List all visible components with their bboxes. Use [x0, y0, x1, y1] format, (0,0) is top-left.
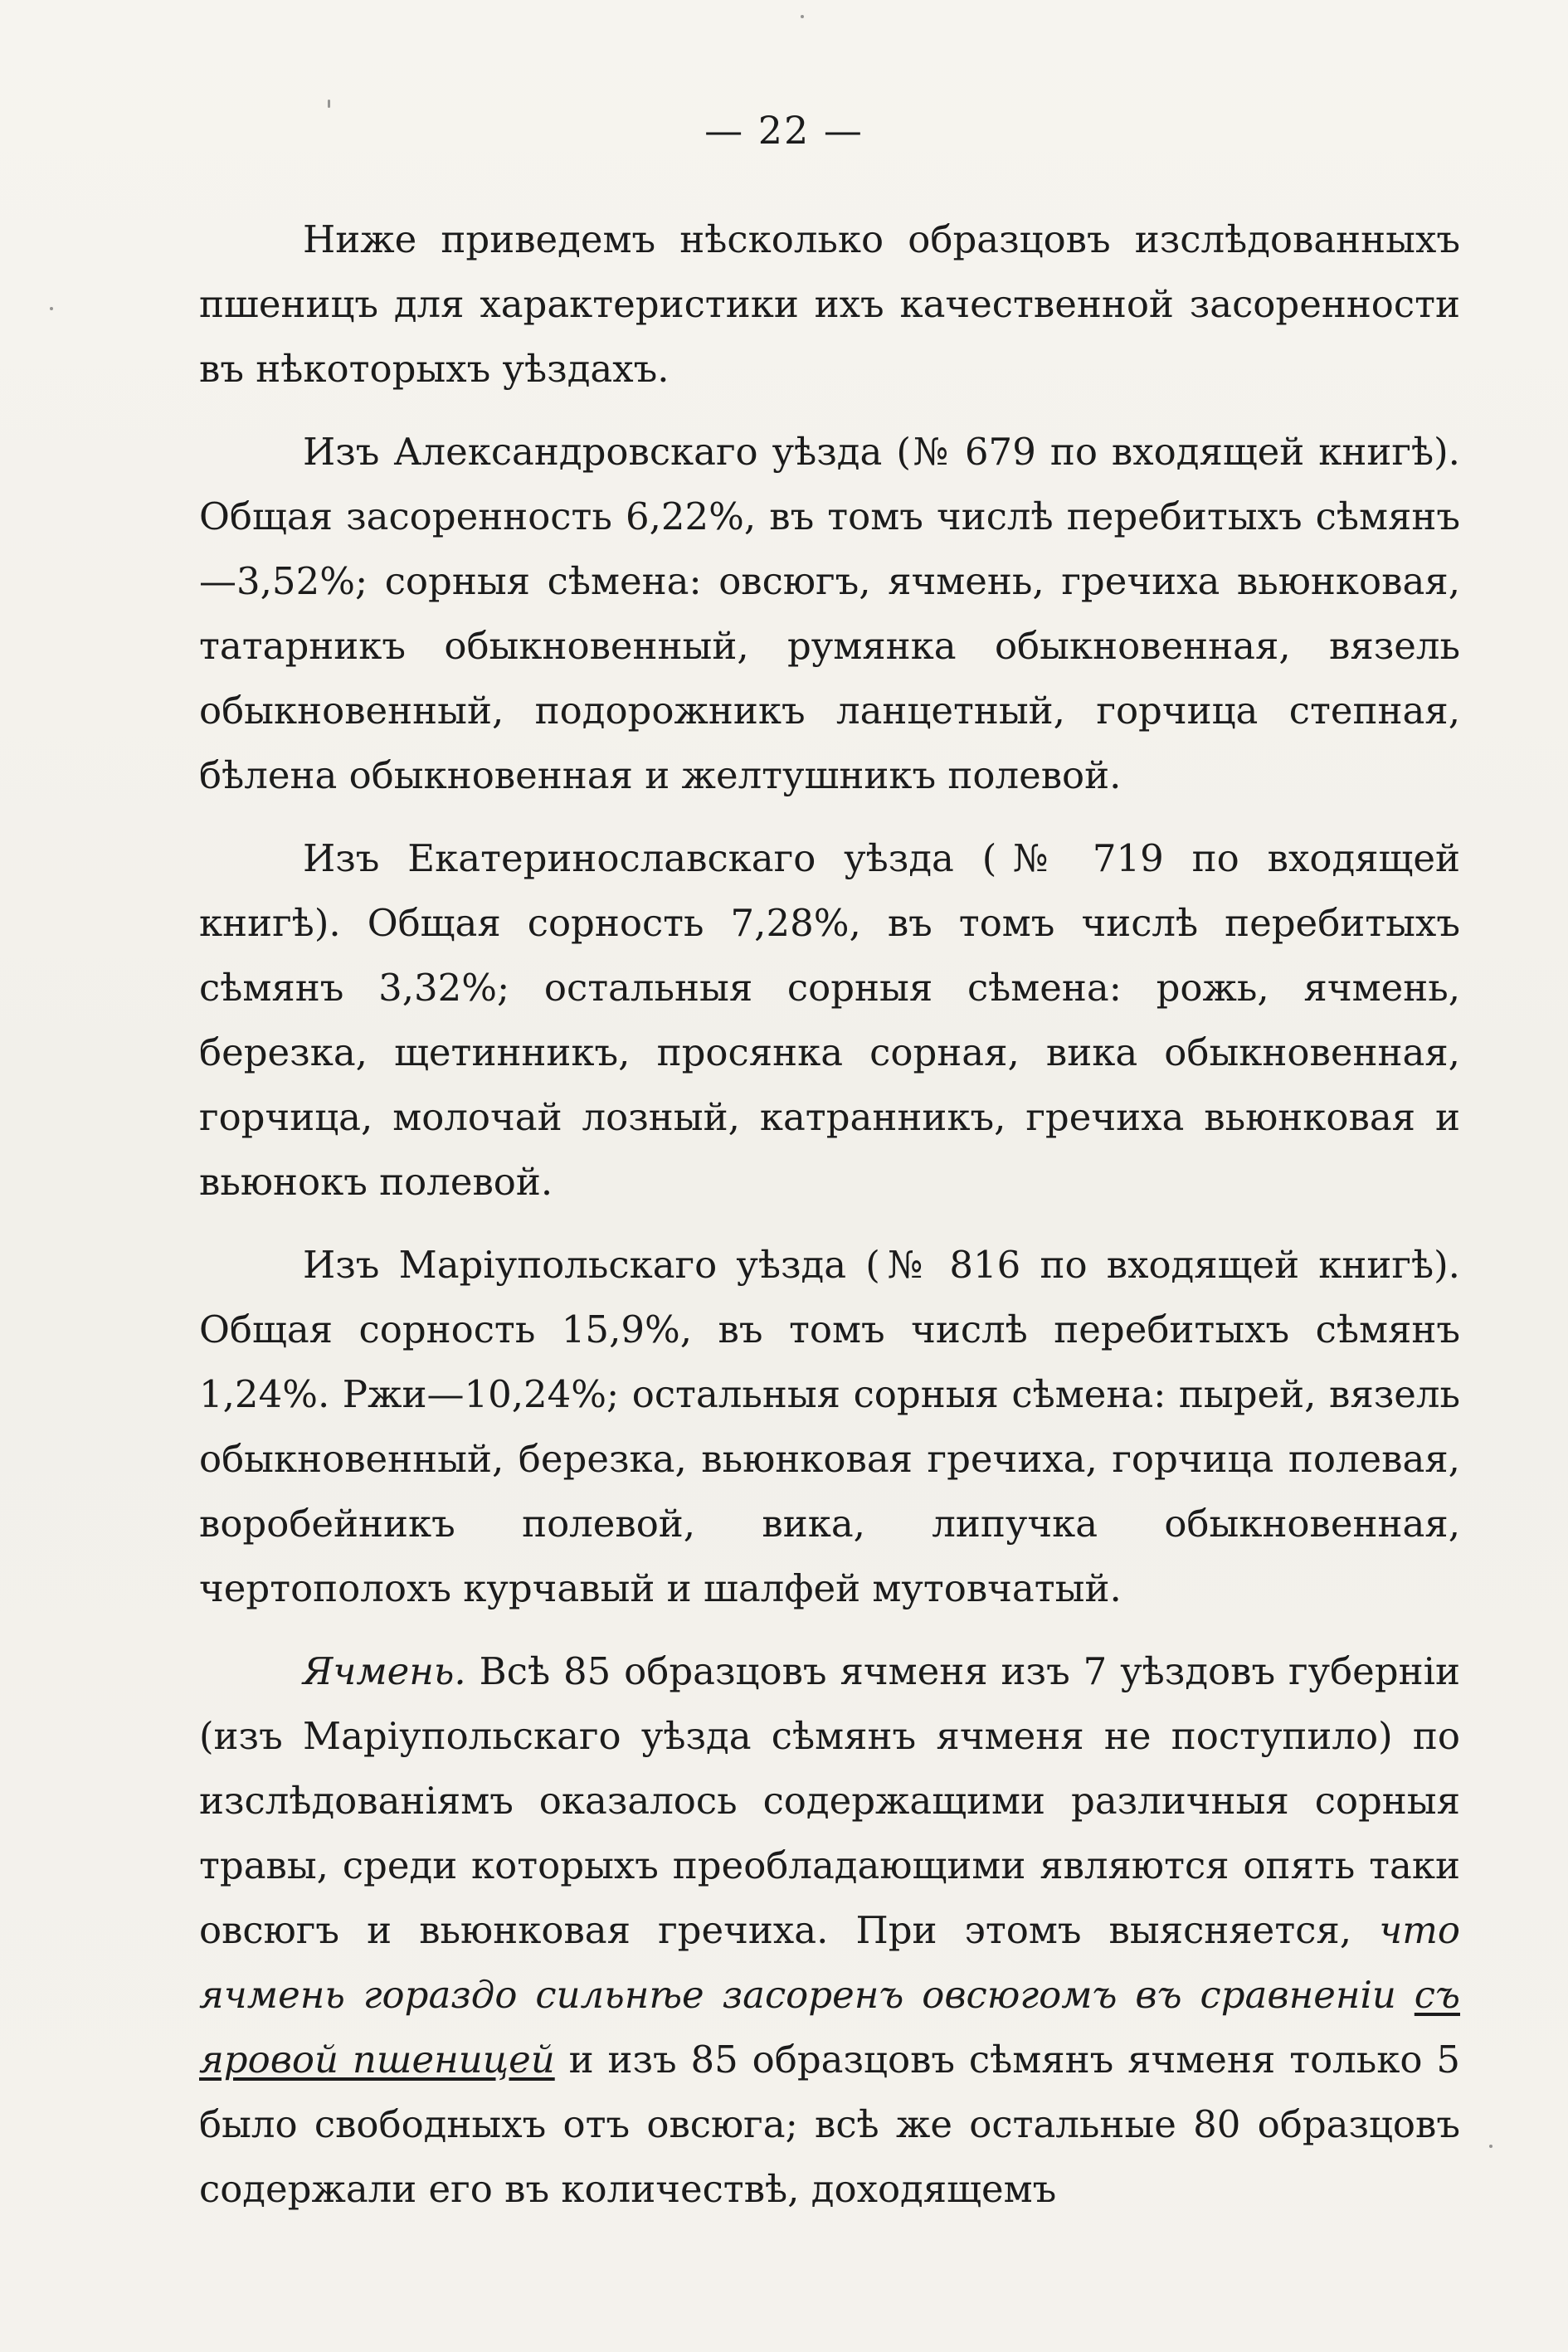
barley-heading: Ячмень. — [303, 1649, 466, 1693]
paragraph-ekaterinoslavsky-district: Изъ Екатеринославскаго уѣзда (№ 719 по входящей книгѣ). Общая сорность 7,28%, въ томъ числѣ перебитыхъ сѣмянъ 3,32%; остальныя сорныя сѣмена: рожь, ячмень, березка, щетинникъ, просянка сорная, вика обыкновенная, горчица, молочай лозный, катранникъ, гречиха вьюнковая и вьюнокъ полевой. — [199, 836, 1460, 1204]
paragraph-intro: Ниже приведемъ нѣсколько образцовъ изслѣдованныхъ пшеницъ для характеристики ихъ качественной засоренности въ нѣкоторыхъ уѣздахъ. — [199, 217, 1460, 391]
page-body — [199, 207, 1460, 2240]
scan-speck — [1489, 2145, 1493, 2148]
paragraph-alexandrovsky-district: Изъ Александровскаго уѣзда (№ 679 по входящей книгѣ). Общая засоренность 6,22%, въ томъ числѣ перебитыхъ сѣмянъ—3,52%; сорныя сѣмена: овсюгъ, ячмень, гречиха вьюнковая, татарникъ обыкновенный, румянка обыкновенная, вязель обыкновенный, подорожникъ ланцетный, горчица степная, бѣлена обыкновенная и желтушникъ полевой. — [199, 430, 1460, 797]
paragraph-barley — [199, 1639, 1460, 2222]
barley-text-part-1: Всѣ 85 образцовъ ячменя изъ 7 уѣздовъ губерніи (изъ Маріупольскаго уѣзда сѣмянъ ячменя не поступило) по изслѣдованіямъ оказалось содержащими различныя сорныя травы, среди которыхъ преобладающими являются опять таки овсюгъ и вьюнковая гречиха. При этомъ выясняется, — [199, 1649, 1460, 1952]
page-number: — 22 — — [704, 108, 864, 153]
paragraph-mariupolsky-district: Изъ Маріупольскаго уѣзда (№ 816 по входящей книгѣ). Общая сорность 15,9%, въ томъ числѣ перебитыхъ сѣмянъ 1,24%. Ржи—10,24%; остальныя сорныя сѣмена: пырей, вязель обыкновенный, березка, вьюнковая гречиха, горчица полевая, воробейникъ полевой, вика, липучка обыкновенная, чертополохъ курчавый и шалфей мутовчатый. — [199, 1243, 1460, 1610]
barley-text-part-2: и изъ 85 образцовъ сѣмянъ ячменя только 5 было свободныхъ отъ овсюга; всѣ же остальные 80 образцовъ содержали его въ количествѣ, доходящемъ — [199, 2038, 1460, 2211]
barley-italic-underlined: съ яровой пшеницей — [199, 1973, 1460, 2082]
scan-speck — [801, 15, 804, 18]
barley-italic-emphasis: что ячмень гораздо сильнѣе засоренъ овсюгомъ въ сравненіи — [199, 1908, 1460, 2017]
scan-speck — [50, 307, 53, 310]
scan-speck — [328, 100, 330, 108]
